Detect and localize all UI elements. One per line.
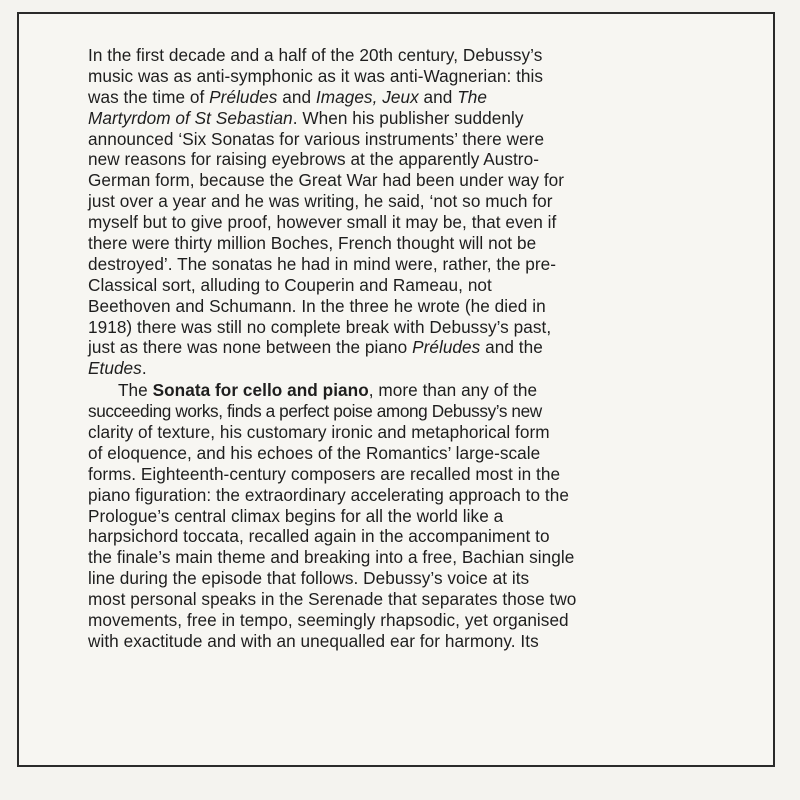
italic-title: Préludes xyxy=(412,337,481,358)
text-line xyxy=(88,358,738,379)
text-run: . When his publisher suddenly xyxy=(292,107,524,128)
italic-title: Images, Jeux xyxy=(315,86,419,107)
text-line xyxy=(88,506,738,527)
text-line xyxy=(88,526,738,547)
text-run: of eloquence, and his echoes of the Romantics’ large-scale xyxy=(88,442,541,463)
text-run: announced ‘Six Sonatas for various instruments’ there were xyxy=(88,128,545,149)
text-line xyxy=(88,631,738,652)
text-run: . xyxy=(141,358,147,379)
text-run: was the time of xyxy=(88,86,210,107)
italic-title: Préludes xyxy=(209,86,278,107)
text-line xyxy=(88,129,738,150)
text-run: destroyed’. The sonatas he had in mind were, rather, the pre- xyxy=(88,253,557,274)
italic-title: The xyxy=(457,86,487,107)
text-line xyxy=(88,317,738,338)
text-run: line during the episode that follows. Debussy’s voice at its xyxy=(88,568,530,589)
text-line xyxy=(88,443,738,464)
text-run: most personal speaks in the Serenade that separates those two xyxy=(88,589,577,610)
text-line xyxy=(88,485,738,506)
text-run: In the first decade and a half of the 20th century, Debussy’s xyxy=(88,45,543,65)
text-line xyxy=(88,275,738,296)
text-line xyxy=(88,380,738,401)
text-line xyxy=(88,87,738,108)
bold-work-title: Sonata for cello and piano xyxy=(152,380,369,401)
text-run: and xyxy=(277,86,316,107)
text-run: the finale’s main theme and breaking into a free, Bachian single xyxy=(88,547,575,568)
paragraph-2 xyxy=(88,380,738,652)
text-line xyxy=(88,254,738,275)
document-body xyxy=(88,45,738,652)
text-line xyxy=(88,149,738,170)
text-run: 1918) there was still no complete break with Debussy’s past, xyxy=(88,316,552,337)
text-run: and xyxy=(418,86,458,107)
text-run: succeeding works, finds a perfect poise among Debussy’s new xyxy=(88,401,542,422)
text-run: Classical sort, alluding to Couperin and Rameau, not xyxy=(88,274,492,295)
text-run: there were thirty million Boches, French thought will not be xyxy=(88,233,537,254)
text-line xyxy=(88,464,738,485)
text-line xyxy=(88,337,738,358)
text-run: clarity of texture, his customary ironic and metaphorical form xyxy=(88,422,550,443)
text-run: harpsichord toccata, recalled again in the accompaniment to xyxy=(88,526,550,547)
text-run: and the xyxy=(480,337,543,358)
text-line xyxy=(88,422,738,443)
text-run: just over a year and he was writing, he said, ‘not so much for xyxy=(88,191,553,212)
text-line xyxy=(88,610,738,631)
text-line xyxy=(88,45,738,66)
text-line xyxy=(88,66,738,87)
text-run: , more than any of the xyxy=(368,380,538,401)
text-run: myself but to give proof, however small it may be, that even if xyxy=(88,212,557,233)
text-line xyxy=(88,547,738,568)
text-run: The xyxy=(118,380,153,401)
italic-title: Martyrdom of St Sebastian xyxy=(88,107,293,128)
text-run: new reasons for raising eyebrows at the apparently Austro- xyxy=(88,149,539,170)
paragraph-1 xyxy=(88,45,738,379)
text-line xyxy=(88,108,738,129)
text-run: movements, free in tempo, seemingly rhapsodic, yet organised xyxy=(88,610,569,631)
text-line xyxy=(88,212,738,233)
text-line xyxy=(88,401,738,422)
text-run: forms. Eighteenth-century composers are recalled most in the xyxy=(88,463,561,484)
text-line xyxy=(88,191,738,212)
text-run: Beethoven and Schumann. In the three he wrote (he died in xyxy=(88,295,546,316)
text-run: piano figuration: the extraordinary accelerating approach to the xyxy=(88,484,569,505)
text-line xyxy=(88,589,738,610)
text-line xyxy=(88,233,738,254)
text-run: Prologue’s central climax begins for all the world like a xyxy=(88,505,504,526)
text-line xyxy=(88,568,738,589)
text-line xyxy=(88,170,738,191)
text-line xyxy=(88,296,738,317)
text-run: German form, because the Great War had been under way for xyxy=(88,170,565,191)
text-run: just as there was none between the piano xyxy=(88,337,413,358)
text-run: music was as anti-symphonic as it was anti-Wagnerian: this xyxy=(88,65,544,86)
text-run: with exactitude and with an unequalled ear for harmony. Its xyxy=(88,630,539,651)
italic-title: Etudes xyxy=(88,358,142,379)
